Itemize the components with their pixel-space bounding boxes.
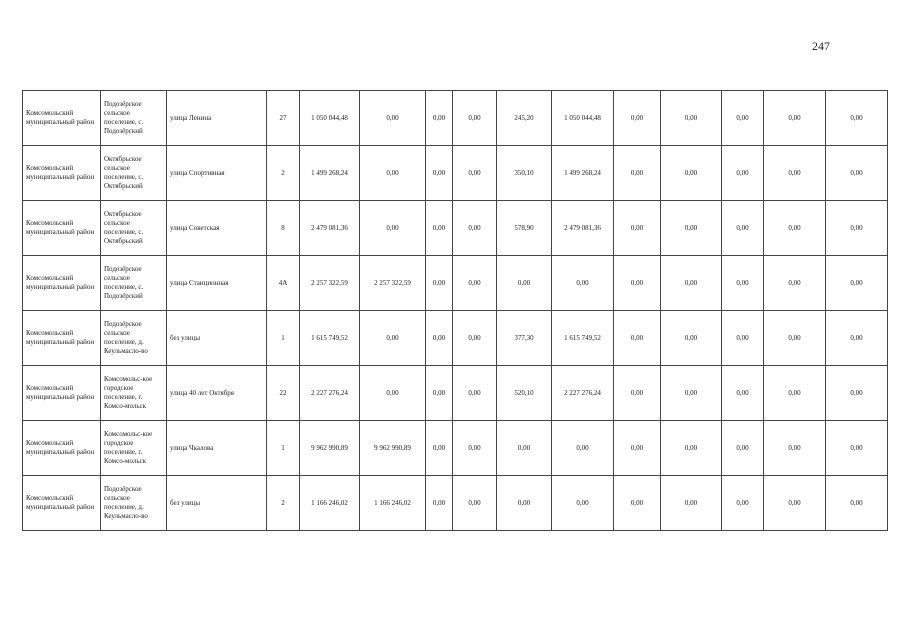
- cell-fund-share: 0,00: [360, 201, 426, 256]
- cell-owners-funds: 0,00: [552, 476, 614, 531]
- cell-extra-5: 0,00: [826, 201, 888, 256]
- cell-house-number: 2: [267, 476, 300, 531]
- cell-street: улица Ленина: [167, 91, 267, 146]
- cell-extra-1: 0,00: [614, 476, 661, 531]
- cell-regional-budget: 0,00: [426, 366, 453, 421]
- table-row: [23, 421, 888, 476]
- cell-area: 377,30: [497, 311, 552, 366]
- cell-extra-4: 0,00: [764, 256, 826, 311]
- cell-fund-share: 0,00: [360, 91, 426, 146]
- cell-extra-4: 0,00: [764, 201, 826, 256]
- cell-fund-share: 1 166 246,02: [360, 476, 426, 531]
- cell-house-number: 1: [267, 421, 300, 476]
- cell-extra-3: 0,00: [722, 366, 764, 421]
- cell-street: без улицы: [167, 311, 267, 366]
- cell-extra-2: 0,00: [661, 256, 722, 311]
- cell-extra-1: 0,00: [614, 256, 661, 311]
- cell-owners-funds: 1 050 044,48: [552, 91, 614, 146]
- table-row: [23, 91, 888, 146]
- cell-extra-2: 0,00: [661, 146, 722, 201]
- cell-extra-2: 0,00: [661, 311, 722, 366]
- cell-area: 245,20: [497, 91, 552, 146]
- cell-settlement: Комсомольс-кое городское поселение, г. Комсо-мольск: [101, 366, 167, 421]
- cell-local-budget: 0,00: [453, 421, 497, 476]
- cell-total-cost: 9 962 990,89: [300, 421, 360, 476]
- cell-extra-5: 0,00: [826, 91, 888, 146]
- cell-fund-share: 0,00: [360, 366, 426, 421]
- cell-settlement: Октябрьское сельское поселение, с. Октябрьский: [101, 201, 167, 256]
- cell-local-budget: 0,00: [453, 146, 497, 201]
- registry-table: [22, 90, 888, 531]
- cell-settlement: Комсомольс-кое городское поселение, г. Комсо-мольск: [101, 421, 167, 476]
- cell-extra-2: 0,00: [661, 366, 722, 421]
- cell-total-cost: 1 050 044,48: [300, 91, 360, 146]
- cell-extra-1: 0,00: [614, 311, 661, 366]
- cell-owners-funds: 2 227 276,24: [552, 366, 614, 421]
- cell-fund-share: 0,00: [360, 146, 426, 201]
- cell-extra-4: 0,00: [764, 91, 826, 146]
- cell-area: 350,10: [497, 146, 552, 201]
- cell-extra-3: 0,00: [722, 256, 764, 311]
- cell-extra-5: 0,00: [826, 476, 888, 531]
- cell-house-number: 2: [267, 146, 300, 201]
- cell-owners-funds: 0,00: [552, 421, 614, 476]
- cell-settlement: Подозёрское сельское поселение, с. Подозёрский: [101, 256, 167, 311]
- cell-extra-4: 0,00: [764, 421, 826, 476]
- cell-regional-budget: 0,00: [426, 421, 453, 476]
- cell-house-number: 27: [267, 91, 300, 146]
- cell-street: улица Чкалова: [167, 421, 267, 476]
- table-row: [23, 476, 888, 531]
- cell-area: 0,00: [497, 476, 552, 531]
- cell-extra-3: 0,00: [722, 91, 764, 146]
- cell-regional-budget: 0,00: [426, 146, 453, 201]
- cell-street: улица Советская: [167, 201, 267, 256]
- page-number: 247: [812, 39, 830, 53]
- cell-extra-3: 0,00: [722, 311, 764, 366]
- cell-extra-1: 0,00: [614, 201, 661, 256]
- cell-regional-budget: 0,00: [426, 91, 453, 146]
- cell-house-number: 22: [267, 366, 300, 421]
- cell-local-budget: 0,00: [453, 201, 497, 256]
- cell-area: 0,00: [497, 256, 552, 311]
- table-row: [23, 366, 888, 421]
- cell-extra-3: 0,00: [722, 146, 764, 201]
- cell-total-cost: 2 479 081,36: [300, 201, 360, 256]
- cell-street: улица Станционная: [167, 256, 267, 311]
- cell-total-cost: 2 227 276,24: [300, 366, 360, 421]
- cell-owners-funds: 0,00: [552, 256, 614, 311]
- cell-extra-1: 0,00: [614, 421, 661, 476]
- cell-extra-1: 0,00: [614, 146, 661, 201]
- cell-district: Комсомольский муниципальный район: [23, 421, 101, 476]
- cell-extra-2: 0,00: [661, 476, 722, 531]
- cell-street: улица Спортивная: [167, 146, 267, 201]
- cell-owners-funds: 2 479 081,36: [552, 201, 614, 256]
- cell-house-number: 4А: [267, 256, 300, 311]
- cell-district: Комсомольский муниципальный район: [23, 91, 101, 146]
- cell-house-number: 1: [267, 311, 300, 366]
- cell-local-budget: 0,00: [453, 311, 497, 366]
- cell-extra-5: 0,00: [826, 256, 888, 311]
- cell-regional-budget: 0,00: [426, 256, 453, 311]
- cell-house-number: 8: [267, 201, 300, 256]
- cell-extra-5: 0,00: [826, 311, 888, 366]
- cell-extra-4: 0,00: [764, 476, 826, 531]
- cell-district: Комсомольский муниципальный район: [23, 366, 101, 421]
- cell-settlement: Подозёрское сельское поселение, д. Кеульмасло-во: [101, 311, 167, 366]
- cell-extra-4: 0,00: [764, 311, 826, 366]
- cell-owners-funds: 1 615 749,52: [552, 311, 614, 366]
- cell-area: 0,00: [497, 421, 552, 476]
- cell-local-budget: 0,00: [453, 366, 497, 421]
- cell-total-cost: 2 257 322,59: [300, 256, 360, 311]
- cell-settlement: Октябрьское сельское поселение, с. Октябрьский: [101, 146, 167, 201]
- table-row: [23, 256, 888, 311]
- cell-extra-3: 0,00: [722, 476, 764, 531]
- cell-area: 520,10: [497, 366, 552, 421]
- cell-total-cost: 1 166 246,02: [300, 476, 360, 531]
- cell-extra-4: 0,00: [764, 366, 826, 421]
- cell-district: Комсомольский муниципальный район: [23, 476, 101, 531]
- cell-district: Комсомольский муниципальный район: [23, 256, 101, 311]
- cell-street: улица 40 лет Октября: [167, 366, 267, 421]
- cell-extra-5: 0,00: [826, 366, 888, 421]
- cell-extra-2: 0,00: [661, 201, 722, 256]
- cell-local-budget: 0,00: [453, 256, 497, 311]
- table-row: [23, 146, 888, 201]
- cell-total-cost: 1 499 268,24: [300, 146, 360, 201]
- cell-extra-1: 0,00: [614, 91, 661, 146]
- cell-fund-share: 0,00: [360, 311, 426, 366]
- cell-local-budget: 0,00: [453, 476, 497, 531]
- cell-extra-3: 0,00: [722, 421, 764, 476]
- table-body: [23, 91, 888, 531]
- cell-total-cost: 1 615 749,52: [300, 311, 360, 366]
- cell-local-budget: 0,00: [453, 91, 497, 146]
- cell-owners-funds: 1 499 268,24: [552, 146, 614, 201]
- cell-extra-2: 0,00: [661, 91, 722, 146]
- cell-district: Комсомольский муниципальный район: [23, 201, 101, 256]
- cell-area: 578,90: [497, 201, 552, 256]
- table-row: [23, 311, 888, 366]
- cell-regional-budget: 0,00: [426, 311, 453, 366]
- cell-extra-2: 0,00: [661, 421, 722, 476]
- cell-extra-4: 0,00: [764, 146, 826, 201]
- cell-regional-budget: 0,00: [426, 201, 453, 256]
- cell-extra-1: 0,00: [614, 366, 661, 421]
- cell-settlement: Подозёрское сельское поселение, с. Подозёрский: [101, 91, 167, 146]
- cell-fund-share: 9 962 990,89: [360, 421, 426, 476]
- cell-extra-5: 0,00: [826, 146, 888, 201]
- cell-street: без улицы: [167, 476, 267, 531]
- cell-settlement: Подозёрское сельское поселение, д. Кеульмасло-во: [101, 476, 167, 531]
- cell-extra-5: 0,00: [826, 421, 888, 476]
- cell-fund-share: 2 257 322,59: [360, 256, 426, 311]
- cell-district: Комсомольский муниципальный район: [23, 311, 101, 366]
- table-row: [23, 201, 888, 256]
- cell-district: Комсомольский муниципальный район: [23, 146, 101, 201]
- cell-extra-3: 0,00: [722, 201, 764, 256]
- cell-regional-budget: 0,00: [426, 476, 453, 531]
